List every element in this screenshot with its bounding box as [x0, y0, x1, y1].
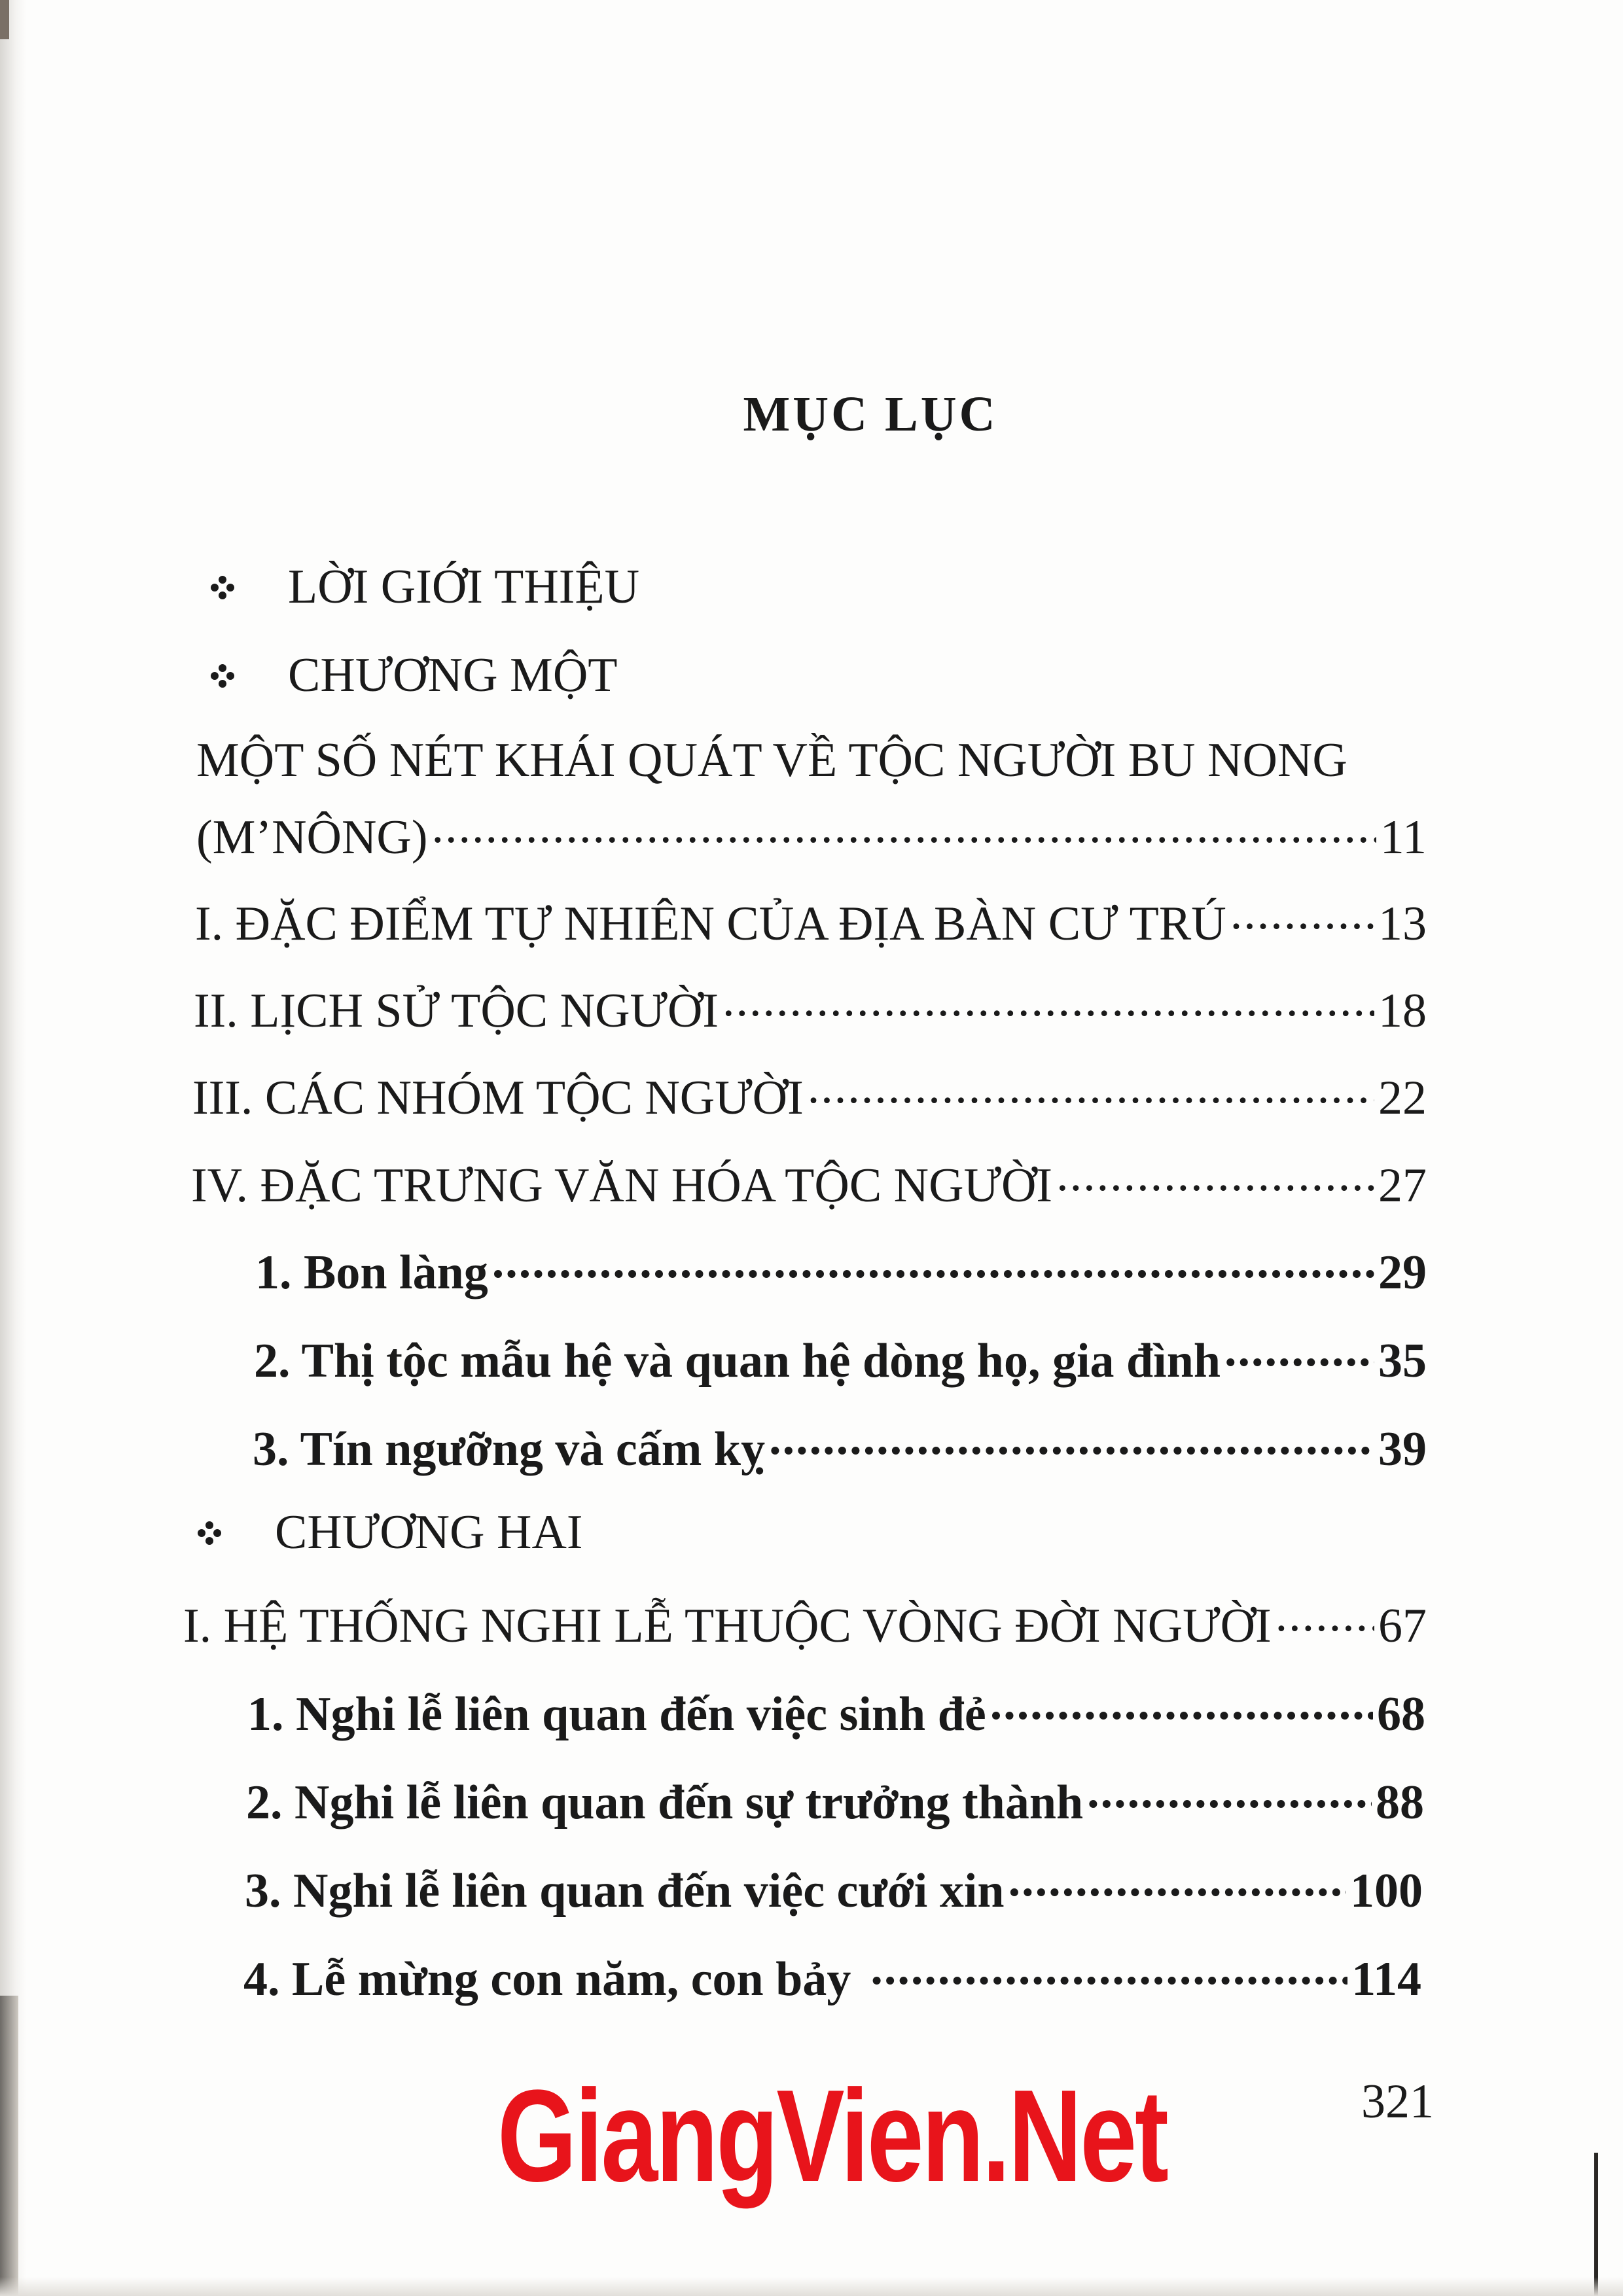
toc-entry[interactable]: [247, 1682, 1425, 1739]
diamond-bullet-icon: [183, 1520, 236, 1546]
dot-leader: [1087, 1770, 1372, 1818]
diamond-bullet-icon: [196, 574, 249, 601]
dot-leader: [1056, 1153, 1374, 1201]
toc-entry[interactable]: [196, 805, 1427, 862]
toc-entry-label: I. HỆ THỐNG NGHI LỄ THUỘC VÒNG ĐỜI NGƯỜI: [183, 1599, 1272, 1653]
toc-entry-page: 68: [1377, 1687, 1425, 1741]
toc-entry-label: (M’NÔNG): [196, 811, 428, 864]
toc-entry[interactable]: [194, 978, 1427, 1038]
toc-entry-label: 3. Nghi lễ liên quan đến việc cưới xin: [245, 1864, 1005, 1918]
dot-leader: [870, 1947, 1347, 1995]
toc-entry-page: 114: [1351, 1952, 1421, 2006]
toc-entry-label: 1. Nghi lễ liên quan đến việc sinh đẻ: [247, 1687, 986, 1741]
diamond-bullet-icon: [196, 663, 249, 689]
toc-entry-page: 18: [1378, 984, 1427, 1038]
heading-intro-label: LỜI GIỚI THIỆU: [288, 560, 640, 614]
toc-entry-page: 35: [1378, 1334, 1427, 1388]
toc-entry-page: 67: [1378, 1599, 1427, 1653]
toc-entry[interactable]: [243, 1947, 1421, 2004]
toc-entry-label: 2. Thị tộc mẫu hệ và quan hệ dòng họ, gia đình: [254, 1334, 1221, 1388]
heading-chapter-two-label: CHƯƠNG HAI: [275, 1506, 583, 1559]
page-number: 321: [1361, 2075, 1434, 2128]
toc-entry-label: I. ĐẶC ĐIỂM TỰ NHIÊN CỦA ĐỊA BÀN CƯ TRÚ: [195, 897, 1226, 951]
dot-leader: [808, 1065, 1374, 1114]
scan-edge-bottom-right: [1594, 2153, 1598, 2296]
scan-edge-bottom-left: [0, 1996, 18, 2296]
dot-leader: [769, 1417, 1374, 1465]
heading-chapter-one-label: CHƯƠNG MỘT: [288, 648, 618, 702]
toc-entry[interactable]: [253, 1417, 1427, 1474]
scan-edge-left: [0, 0, 26, 2296]
toc-entry-page: 39: [1378, 1422, 1427, 1476]
toc-entry-label: IV. ĐẶC TRƯNG VĂN HÓA TỘC NGƯỜI: [191, 1159, 1053, 1212]
dot-leader: [1275, 1593, 1374, 1642]
dot-leader: [1224, 1328, 1374, 1377]
heading-intro: [196, 559, 639, 615]
toc-entry[interactable]: [254, 1328, 1427, 1388]
dot-leader: [990, 1682, 1373, 1730]
heading-chapter-one: [196, 648, 617, 703]
toc-entry[interactable]: [183, 1593, 1427, 1653]
dot-leader: [432, 805, 1376, 853]
toc-entry[interactable]: [192, 1065, 1427, 1125]
toc-entry[interactable]: [195, 891, 1427, 951]
toc-entry-page: 29: [1378, 1246, 1427, 1299]
toc-entry-page: 22: [1378, 1071, 1427, 1125]
toc-entry[interactable]: [191, 1153, 1427, 1210]
toc-entry[interactable]: [246, 1770, 1424, 1827]
toc-entry-page: 100: [1350, 1864, 1423, 1918]
toc-entry-label: 3. Tín ngưỡng và cấm kỵ: [253, 1422, 766, 1476]
dot-leader: [722, 978, 1374, 1027]
dot-leader: [1008, 1858, 1346, 1907]
toc-entry-label: II. LỊCH SỬ TỘC NGƯỜI: [194, 984, 719, 1038]
toc-entry-label: 4. Lễ mừng con năm, con bảy: [243, 1952, 851, 2006]
dot-leader: [492, 1240, 1374, 1288]
toc-entry-page: 11: [1380, 811, 1427, 864]
scan-edge-mark: [0, 0, 9, 39]
toc-entry-page: 27: [1378, 1159, 1427, 1212]
toc-entry-label: 1. Bon làng: [255, 1246, 488, 1299]
heading-chapter-two: [183, 1505, 583, 1561]
toc-entry-page: 13: [1378, 897, 1427, 951]
toc-entry-label: 2. Nghi lễ liên quan đến sự trưởng thành: [246, 1776, 1084, 1829]
toc-entry-label: III. CÁC NHÓM TỘC NGƯỜI: [192, 1071, 804, 1125]
scan-edge-bottom: [0, 2277, 1623, 2296]
toc-entry-page: 88: [1376, 1776, 1424, 1829]
chapter-one-title: MỘT SỐ NÉT KHÁI QUÁT VỀ TỘC NGƯỜI BU NONG: [196, 733, 1347, 787]
toc-entry[interactable]: [245, 1858, 1423, 1918]
watermark: GiangVien.Net: [497, 2063, 1167, 2209]
toc-entry[interactable]: [255, 1240, 1427, 1297]
page-title: MỤC LỤC: [743, 387, 998, 442]
dot-leader: [1230, 891, 1374, 940]
